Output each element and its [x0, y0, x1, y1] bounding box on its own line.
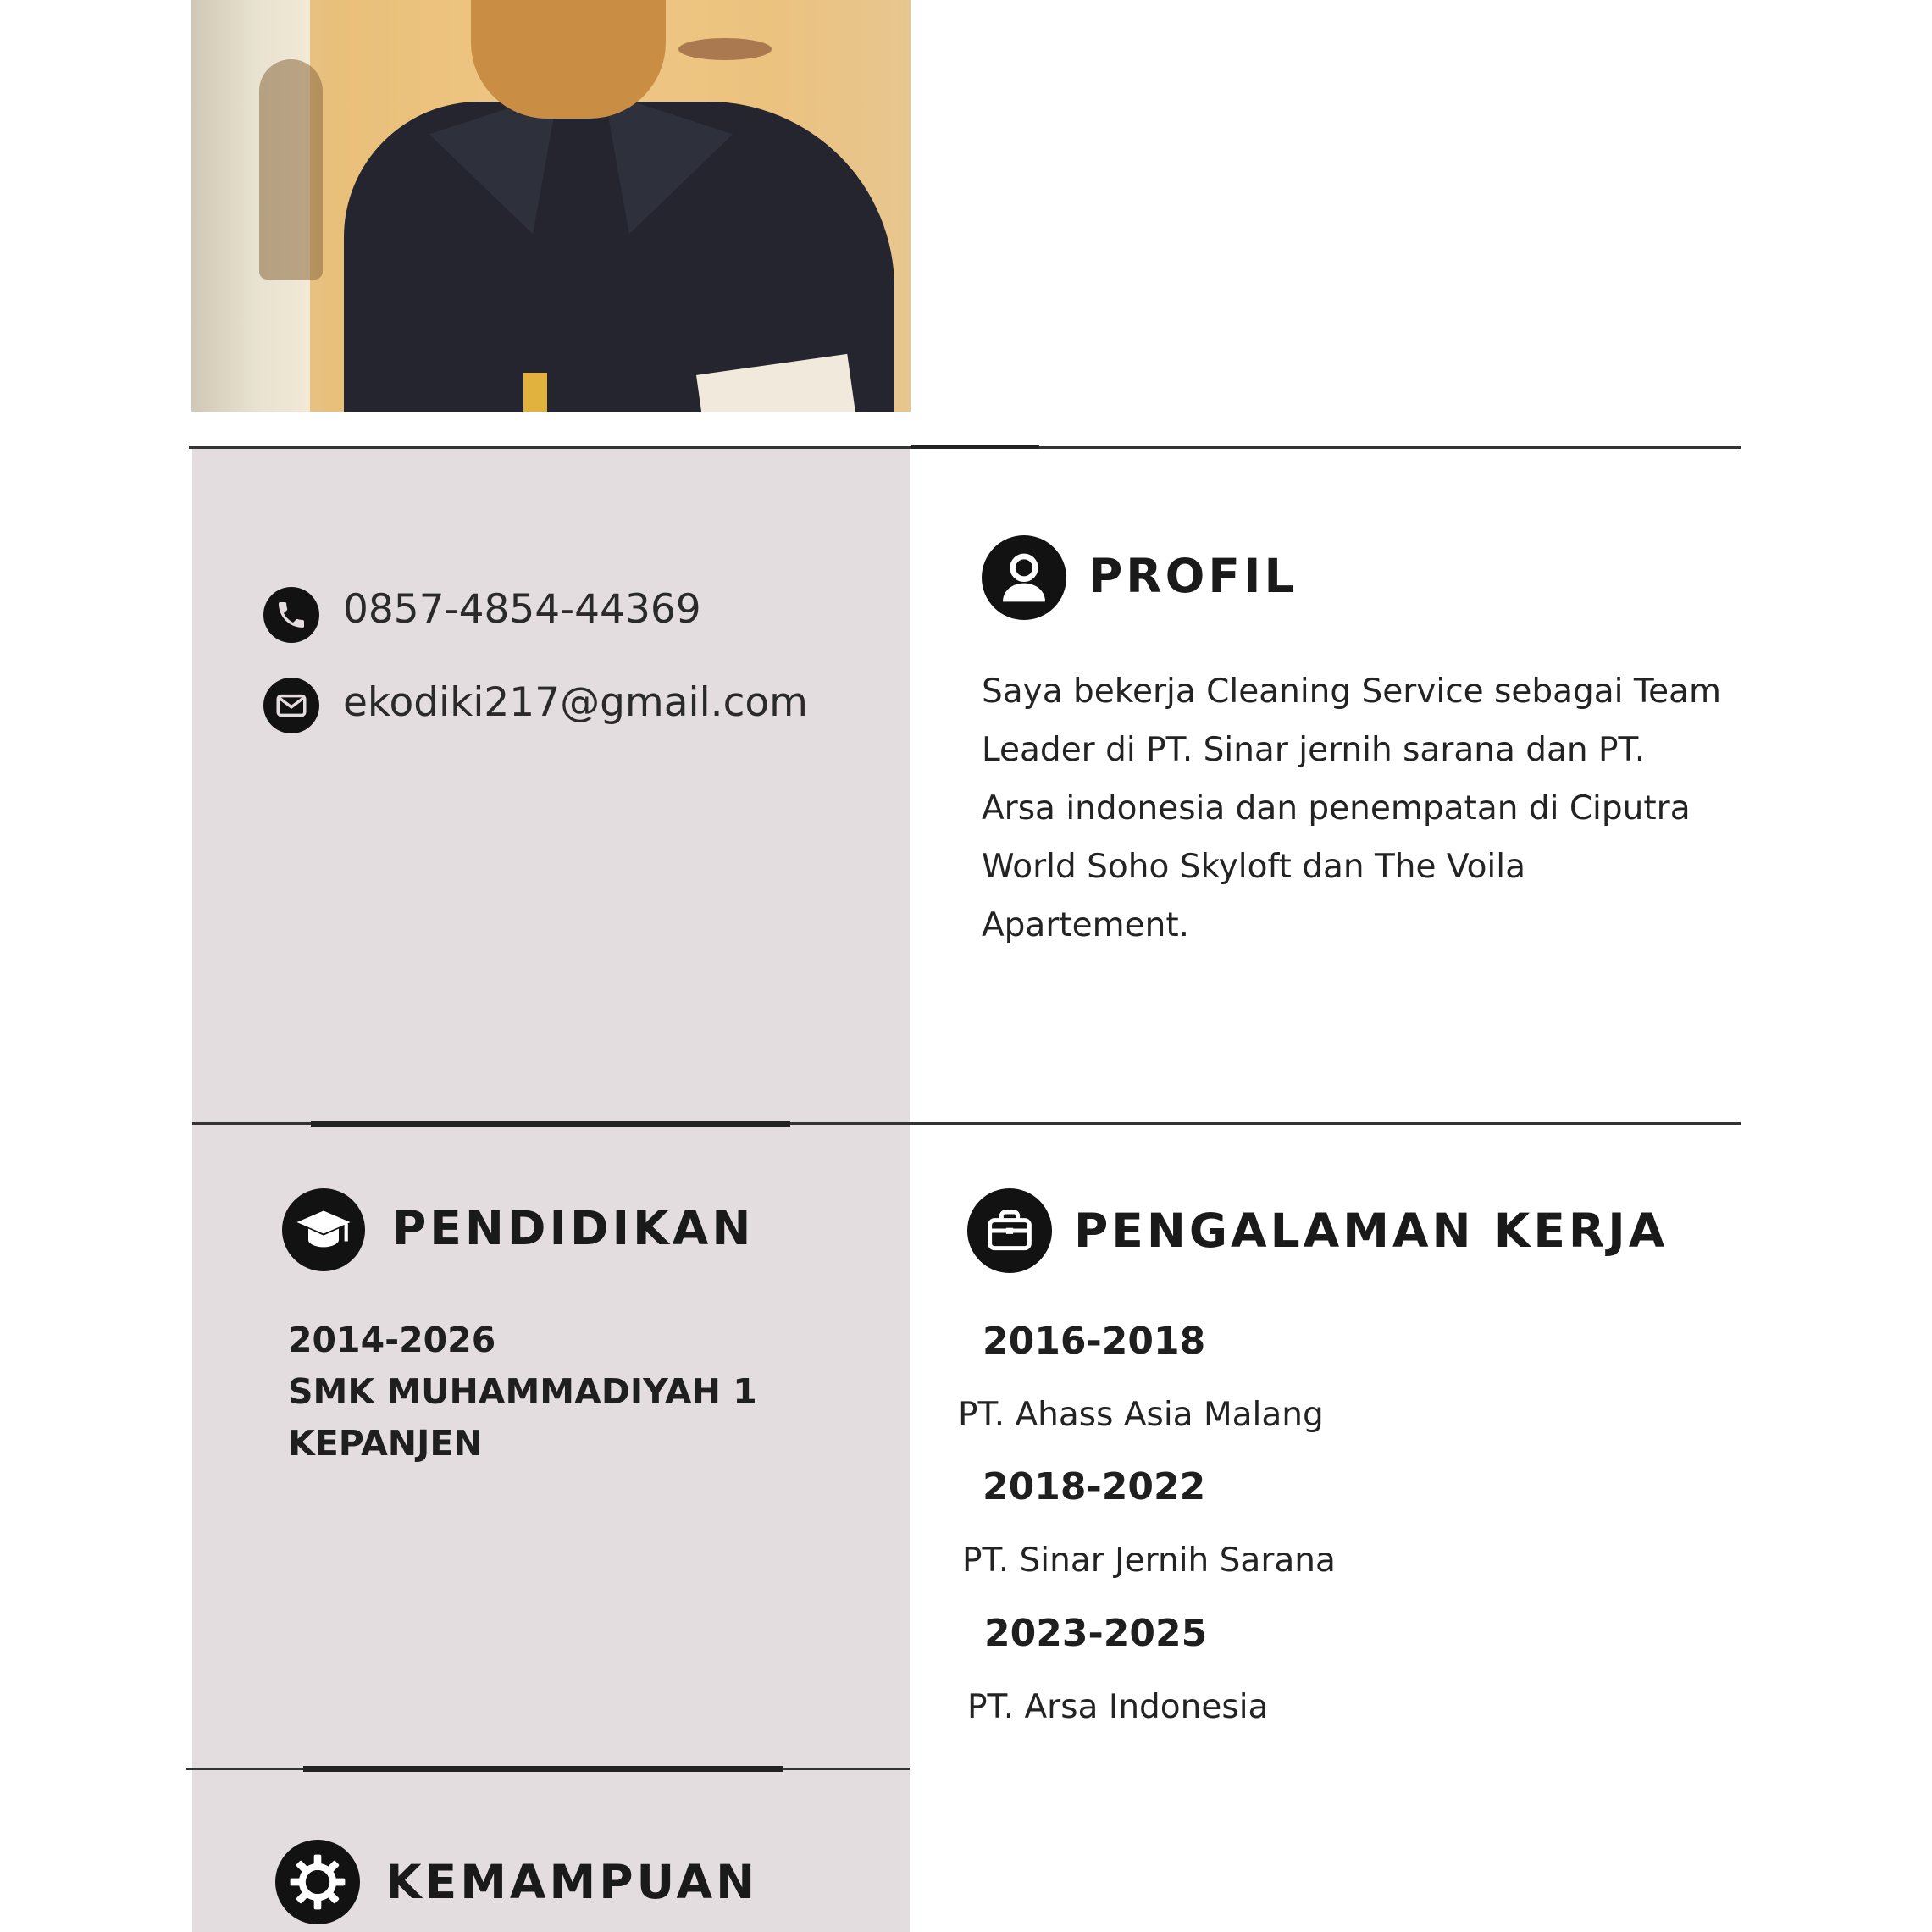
left-column-background	[192, 449, 910, 1932]
portrait-photo	[191, 0, 911, 412]
graduation-cap-icon	[282, 1188, 365, 1271]
experience-years: 2016-2018	[983, 1320, 1206, 1363]
briefcase-icon	[967, 1188, 1052, 1273]
email-address: ekodiki217@gmail.com	[343, 679, 808, 726]
experience-company: PT. Ahass Asia Malang	[958, 1396, 1324, 1434]
mail-icon	[263, 678, 319, 733]
education-school: SMK MUHAMMADIYAH 1	[288, 1371, 757, 1412]
kemampuan-title: KEMAMPUAN	[385, 1855, 759, 1909]
phone-number: 0857-4854-44369	[343, 586, 701, 633]
profil-title: PROFIL	[1088, 549, 1298, 603]
user-icon	[982, 535, 1066, 620]
pendidikan-title: PENDIDIKAN	[392, 1201, 755, 1255]
gear-icon	[275, 1840, 360, 1924]
experience-years: 2023-2025	[984, 1612, 1208, 1655]
education-location: KEPANJEN	[288, 1423, 483, 1464]
pengalaman-title: PENGALAMAN KERJA	[1074, 1204, 1669, 1258]
divider-top-accent	[911, 445, 1039, 449]
phone-icon	[263, 587, 319, 643]
experience-company: PT. Arsa Indonesia	[967, 1688, 1269, 1726]
experience-company: PT. Sinar Jernih Sarana	[962, 1542, 1336, 1580]
education-years: 2014-2026	[288, 1320, 496, 1360]
divider-middle-accent	[311, 1121, 790, 1127]
profil-text: Saya bekerja Cleaning Service sebagai Team Leader di PT. Sinar jernih sarana dan PT. Arsa indonesia dan penempatan di Ciputra World Soho Skyloft dan The Voila Apartement.	[982, 673, 1721, 944]
experience-years: 2018-2022	[983, 1465, 1206, 1509]
divider-bottom-accent	[303, 1766, 783, 1772]
